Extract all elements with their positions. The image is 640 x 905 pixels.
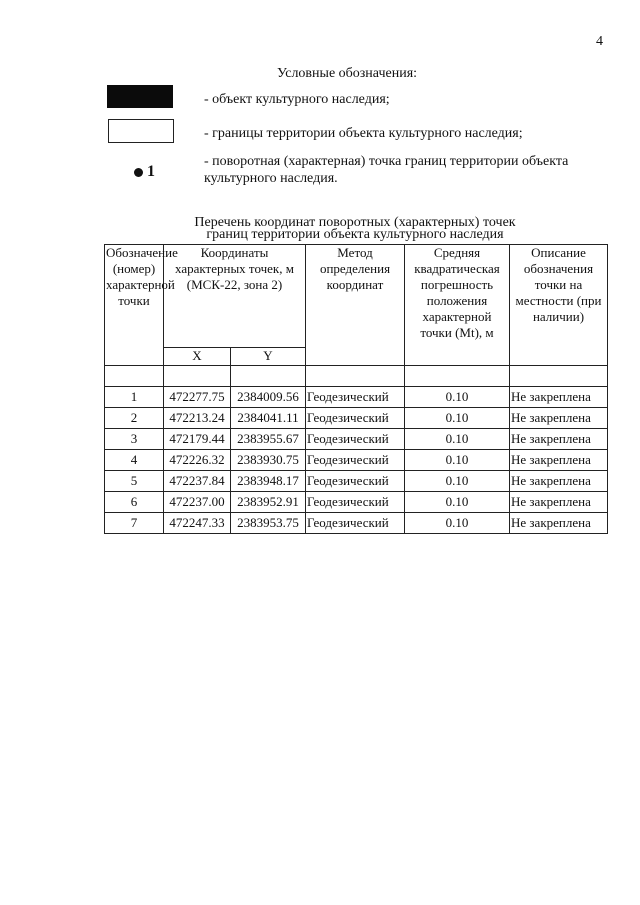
page-number: 4 [596, 34, 603, 49]
header-coordinates: Координаты характерных точек, м (МСК-22, зона 2) [164, 245, 306, 348]
description-cell: Не закреплена [510, 429, 608, 450]
legend-item-turning-point: - поворотная (характерная) точка границ территории объекта культурного наследия. [204, 154, 569, 186]
territory-boundary-symbol [108, 119, 174, 143]
header-description: Описание обозначения точки на местности (при наличии) [510, 245, 608, 366]
description-cell: Не закреплена [510, 513, 608, 534]
coordinates-table [104, 244, 608, 534]
table-title-line-2: границ территории объекта культурного наследия [206, 227, 504, 242]
table-body [105, 366, 608, 534]
mean-error-cell: 0.10 [405, 387, 510, 408]
method-cell: Геодезический [306, 387, 405, 408]
method-cell: Геодезический [306, 492, 405, 513]
x-coordinate-cell: 472226.32 [164, 450, 231, 471]
y-coordinate-cell: 2383930.75 [231, 450, 306, 471]
point-number-cell: 1 [105, 387, 164, 408]
table-title-line-1: Перечень координат поворотных (характерных) точек [194, 215, 516, 230]
mean-error-cell: 0.10 [405, 450, 510, 471]
spacer-cell [510, 366, 608, 387]
table-title [160, 217, 550, 241]
point-number-cell: 5 [105, 471, 164, 492]
table-row [105, 408, 608, 429]
header-mean-error: Средняя квадратическая погрешность положения характерной точки (Mt), м [405, 245, 510, 366]
legend-item-heritage-object: - объект культурного наследия; [204, 92, 390, 107]
table-row [105, 492, 608, 513]
spacer-cell [405, 366, 510, 387]
method-cell: Геодезический [306, 408, 405, 429]
legend-title: Условные обозначения: [277, 66, 418, 81]
spacer-cell [306, 366, 405, 387]
header-method: Метод определения координат [306, 245, 405, 366]
method-cell: Геодезический [306, 471, 405, 492]
point-number-label: 1 [147, 163, 155, 180]
point-dot-icon [134, 168, 143, 177]
x-coordinate-cell: 472179.44 [164, 429, 231, 450]
point-number-cell: 3 [105, 429, 164, 450]
header-x: X [164, 348, 231, 366]
table-row [105, 429, 608, 450]
point-number-cell: 4 [105, 450, 164, 471]
method-cell: Геодезический [306, 450, 405, 471]
table-spacer-row [105, 366, 608, 387]
spacer-cell [105, 366, 164, 387]
y-coordinate-cell: 2384009.56 [231, 387, 306, 408]
x-coordinate-cell: 472237.00 [164, 492, 231, 513]
y-coordinate-cell: 2383955.67 [231, 429, 306, 450]
mean-error-cell: 0.10 [405, 408, 510, 429]
x-coordinate-cell: 472247.33 [164, 513, 231, 534]
table-row [105, 387, 608, 408]
spacer-cell [231, 366, 306, 387]
method-cell: Геодезический [306, 513, 405, 534]
table-row [105, 513, 608, 534]
x-coordinate-cell: 472213.24 [164, 408, 231, 429]
description-cell: Не закреплена [510, 387, 608, 408]
legend-item-territory-boundary: - границы территории объекта культурного наследия; [204, 126, 523, 141]
x-coordinate-cell: 472237.84 [164, 471, 231, 492]
mean-error-cell: 0.10 [405, 492, 510, 513]
point-number-cell: 6 [105, 492, 164, 513]
description-cell: Не закреплена [510, 471, 608, 492]
description-cell: Не закреплена [510, 492, 608, 513]
description-cell: Не закреплена [510, 408, 608, 429]
mean-error-cell: 0.10 [405, 471, 510, 492]
y-coordinate-cell: 2383952.91 [231, 492, 306, 513]
point-number-cell: 2 [105, 408, 164, 429]
y-coordinate-cell: 2384041.11 [231, 408, 306, 429]
turning-point-symbol [134, 163, 155, 181]
mean-error-cell: 0.10 [405, 513, 510, 534]
header-y: Y [231, 348, 306, 366]
mean-error-cell: 0.10 [405, 429, 510, 450]
method-cell: Геодезический [306, 429, 405, 450]
point-number-cell: 7 [105, 513, 164, 534]
header-point-number: Обозначение (номер) характерной точки [105, 245, 164, 366]
table-row [105, 471, 608, 492]
table-row [105, 450, 608, 471]
y-coordinate-cell: 2383948.17 [231, 471, 306, 492]
spacer-cell [164, 366, 231, 387]
description-cell: Не закреплена [510, 450, 608, 471]
y-coordinate-cell: 2383953.75 [231, 513, 306, 534]
heritage-object-symbol [107, 85, 173, 108]
x-coordinate-cell: 472277.75 [164, 387, 231, 408]
